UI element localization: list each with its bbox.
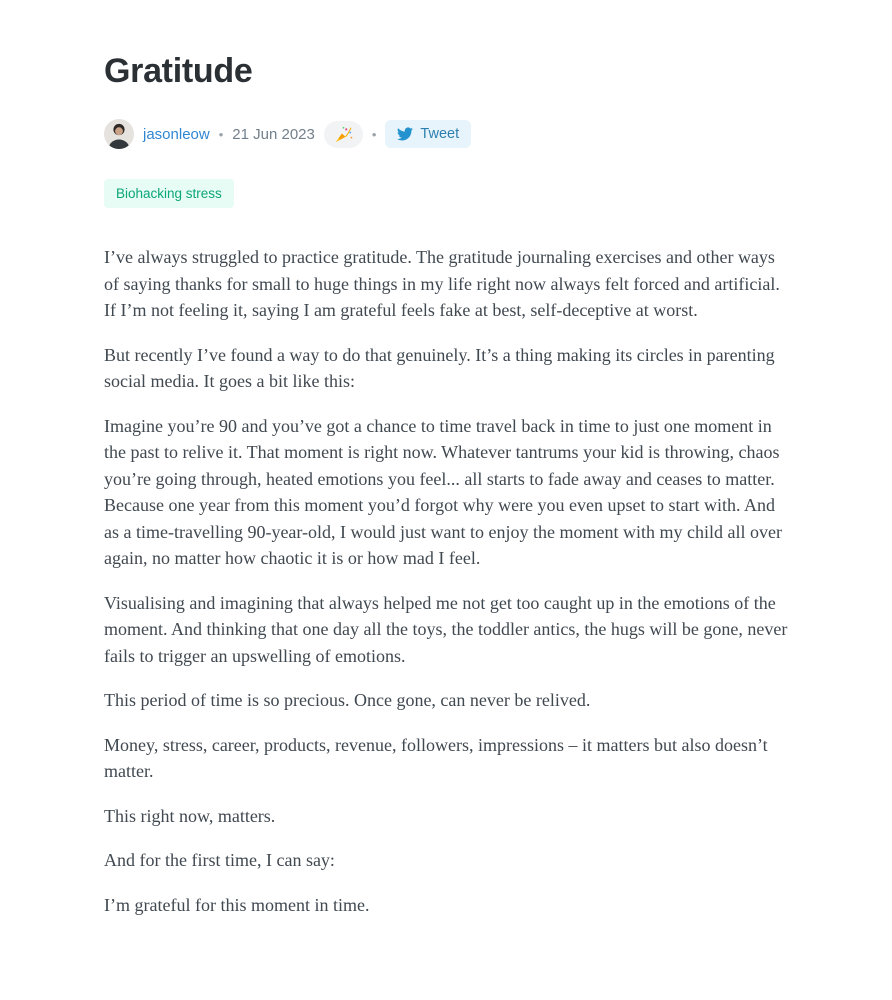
author-avatar-image	[104, 119, 134, 149]
article-content-column	[104, 0, 788, 976]
article-paragraph: And for the first time, I can say:	[104, 850, 335, 870]
article-paragraph: But recently I’ve found a way to do that genuinely. It’s a thing making its circles in parenting social media. It goes a bit like this:	[104, 344, 775, 391]
article-paragraph: This right now, matters.	[104, 805, 276, 826]
celebration-badge[interactable]	[324, 121, 363, 148]
twitter-bird-icon	[397, 126, 413, 142]
tag-biohacking-stress[interactable]: Biohacking stress	[104, 179, 234, 208]
page-title: Gratitude	[104, 52, 253, 90]
article-body	[104, 244, 788, 976]
tweet-button[interactable]	[385, 120, 471, 148]
party-popper-emoji	[334, 125, 353, 144]
article-paragraph: Money, stress, career, products, revenue, followers, impressions – it matters but also doesn’t matter.	[104, 734, 768, 781]
post-date: 21 Jun 2023	[232, 125, 315, 143]
author-link[interactable]: jasonleow	[143, 125, 210, 143]
avatar[interactable]	[104, 119, 134, 149]
article-paragraph: I’ve always struggled to practice gratitude. The gratitude journaling exercises and other ways of saying thanks for small to huge things in my life right now always felt forced and artificial. If I’m not feeling it, saying I am grateful feels fake at best, self-deceptive at worst.	[104, 247, 780, 320]
article-paragraph: Imagine you’re 90 and you’ve got a chance to time travel back in time to just one moment in the past to relive it. That moment is right now. Whatever tantrums your kid is throwing, chaos you’re going through, heated emotions you feel... all starts to fade away and ceases to matter. Because one year from this moment you’d forgot why were you even upset to start with. And as a time-travelling 90-year-old, I would just want to enjoy the moment with my child all over again, no matter how chaotic it is or how mad I feel.	[104, 415, 782, 568]
article-paragraph: I’m grateful for this moment in time.	[104, 894, 370, 915]
tag-row	[104, 179, 788, 208]
byline	[104, 119, 788, 149]
article-paragraph: This period of time is so precious. Once gone, can never be relived.	[104, 690, 591, 710]
dot-separator: •	[218, 126, 224, 142]
dot-separator: •	[371, 126, 377, 142]
article-paragraph: Visualising and imagining that always helped me not get too caught up in the emotions of the moment. And thinking that one day all the toys, the toddler antics, the hugs will be gone, never fails to trigger an upswelling of emotions.	[104, 592, 788, 666]
tweet-button-label: Tweet	[420, 126, 460, 142]
